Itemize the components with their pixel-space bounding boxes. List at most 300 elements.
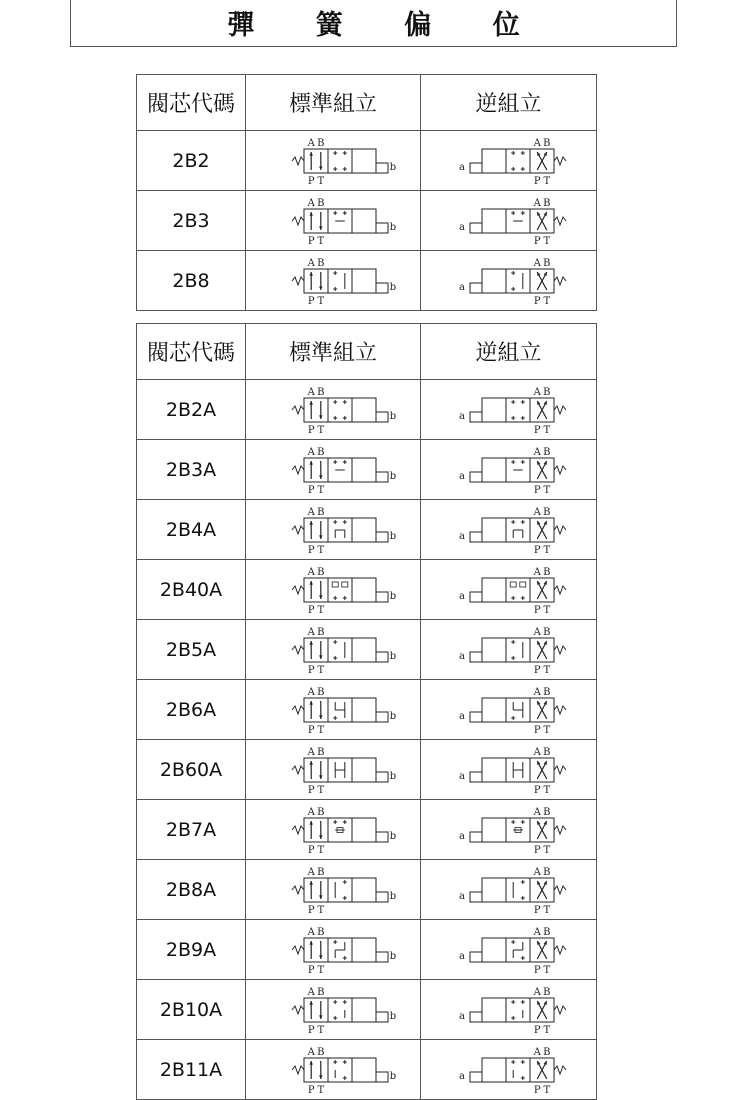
standard-symbol-cell: [246, 740, 421, 800]
valve-position-box: [328, 638, 352, 662]
solenoid-icon: [470, 163, 482, 173]
solenoid-icon: [470, 472, 482, 482]
solenoid-b-label: b: [389, 770, 397, 782]
port-t-label: T: [317, 235, 325, 247]
table-row: [137, 131, 597, 191]
port-a-label: A: [533, 686, 541, 698]
flow-arrowhead: [309, 401, 312, 405]
valve-position-box: [352, 758, 376, 782]
valve-position-box: [304, 458, 328, 482]
port-b-label: B: [317, 926, 325, 938]
port-b-label: B: [542, 506, 550, 518]
reverse-symbol-cell: [421, 620, 597, 680]
valve-symbol: [459, 1047, 566, 1096]
flow-arrowhead: [309, 152, 312, 156]
spring-icon: [292, 1006, 304, 1014]
flow-arrowhead: [319, 595, 322, 599]
valve-symbol: [459, 258, 566, 307]
reverse-assembly-symbol: [444, 384, 574, 436]
valve-position-box: [352, 149, 376, 173]
spool-code: 2B10A: [137, 980, 246, 1040]
port-t-label: T: [317, 604, 325, 616]
solenoid-b-label: b: [389, 161, 397, 173]
header-standard-assembly: 標準組立: [246, 75, 421, 131]
table-row: [137, 251, 597, 311]
valve-position-box: [506, 878, 530, 902]
spool-table-2: [136, 323, 597, 1100]
solenoid-icon: [376, 532, 388, 542]
port-t-label: T: [317, 175, 325, 187]
port-b-label: B: [317, 866, 325, 878]
flow-arrowhead: [309, 761, 312, 765]
solenoid-icon: [470, 952, 482, 962]
valve-position-box: [482, 818, 506, 842]
port-t-label: T: [317, 544, 325, 556]
port-a-label: A: [307, 926, 315, 938]
reverse-symbol-cell: [421, 860, 597, 920]
flow-arrowhead: [309, 581, 312, 585]
port-t-label: T: [317, 784, 325, 796]
reverse-assembly-symbol: [444, 744, 574, 796]
standard-assembly-symbol: [268, 135, 398, 187]
reverse-symbol-cell: [421, 980, 597, 1040]
valve-symbol: [292, 507, 396, 556]
solenoid-a-label: a: [458, 770, 465, 782]
spring-icon: [554, 826, 566, 834]
flow-arrowhead: [319, 895, 322, 899]
port-p-label: P: [533, 964, 541, 976]
valve-position-box: [304, 1058, 328, 1082]
spool-code: 2B40A: [137, 560, 246, 620]
valve-position-box: [506, 269, 530, 293]
flow-arrowhead: [309, 1061, 312, 1065]
spool-code: 2B3A: [137, 440, 246, 500]
solenoid-a-label: a: [458, 1010, 465, 1022]
port-b-label: B: [317, 986, 325, 998]
reverse-assembly-symbol: [444, 255, 574, 307]
valve-symbol: [292, 807, 396, 856]
valve-position-box: [328, 1058, 352, 1082]
port-t-label: T: [317, 964, 325, 976]
solenoid-icon: [376, 712, 388, 722]
spring-icon: [292, 946, 304, 954]
port-a-label: A: [533, 566, 541, 578]
port-b-label: B: [542, 866, 550, 878]
spring-icon: [292, 466, 304, 474]
port-b-label: B: [317, 506, 325, 518]
flow-arrowhead: [319, 166, 322, 170]
solenoid-a-label: a: [458, 161, 465, 173]
solenoid-icon: [376, 223, 388, 233]
solenoid-b-label: b: [389, 410, 397, 422]
port-a-label: A: [307, 1046, 315, 1058]
valve-position-box: [482, 458, 506, 482]
port-p-label: P: [307, 1024, 315, 1036]
port-a-label: A: [533, 446, 541, 458]
port-t-label: T: [542, 964, 550, 976]
port-a-label: A: [307, 866, 315, 878]
port-p-label: P: [307, 235, 315, 247]
port-b-label: B: [542, 926, 550, 938]
flow-arrowhead: [309, 521, 312, 525]
port-a-label: A: [307, 806, 315, 818]
flow-arrowhead: [319, 775, 322, 779]
valve-position-box: [482, 1058, 506, 1082]
port-t-label: T: [542, 904, 550, 916]
solenoid-icon: [470, 223, 482, 233]
port-b-label: B: [542, 626, 550, 638]
valve-symbol: [459, 387, 566, 436]
port-t-label: T: [542, 544, 550, 556]
table-row: [137, 560, 597, 620]
solenoid-icon: [470, 412, 482, 422]
spring-icon: [292, 766, 304, 774]
port-p-label: P: [533, 1024, 541, 1036]
spool-code: 2B2A: [137, 380, 246, 440]
standard-assembly-symbol: [268, 195, 398, 247]
port-p-label: P: [533, 1084, 541, 1096]
reverse-assembly-symbol: [444, 504, 574, 556]
valve-position-box: [506, 1058, 530, 1082]
port-p-label: P: [533, 904, 541, 916]
solenoid-icon: [470, 652, 482, 662]
flow-arrowhead: [319, 955, 322, 959]
valve-position-box: [352, 578, 376, 602]
valve-symbol: [459, 627, 566, 676]
port-b-label: B: [317, 386, 325, 398]
solenoid-icon: [470, 892, 482, 902]
standard-assembly-symbol: [268, 1044, 398, 1096]
port-t-label: T: [542, 664, 550, 676]
port-t-label: T: [317, 484, 325, 496]
solenoid-icon: [470, 772, 482, 782]
port-a-label: A: [307, 566, 315, 578]
standard-symbol-cell: [246, 1040, 421, 1100]
reverse-assembly-symbol: [444, 195, 574, 247]
valve-symbol: [292, 687, 396, 736]
spring-icon: [292, 646, 304, 654]
valve-position-box: [482, 698, 506, 722]
port-b-label: B: [542, 566, 550, 578]
page-title: 彈 簧 偏 位: [227, 9, 546, 41]
port-a-label: A: [533, 257, 541, 269]
orifice-mark: [510, 582, 516, 587]
solenoid-b-label: b: [389, 950, 397, 962]
spring-icon: [554, 217, 566, 225]
spring-icon: [554, 946, 566, 954]
table-row: [137, 680, 597, 740]
spool-code: 2B60A: [137, 740, 246, 800]
solenoid-icon: [376, 952, 388, 962]
standard-symbol-cell: [246, 620, 421, 680]
table-row: [137, 860, 597, 920]
solenoid-icon: [376, 472, 388, 482]
solenoid-b-label: b: [389, 221, 397, 233]
port-p-label: P: [307, 844, 315, 856]
reverse-assembly-symbol: [444, 864, 574, 916]
solenoid-icon: [470, 592, 482, 602]
port-t-label: T: [542, 1024, 550, 1036]
reverse-symbol-cell: [421, 500, 597, 560]
solenoid-b-label: b: [389, 470, 397, 482]
solenoid-b-label: b: [389, 830, 397, 842]
spring-icon: [554, 1066, 566, 1074]
spring-icon: [292, 157, 304, 165]
reverse-symbol-cell: [421, 380, 597, 440]
valve-symbol: [459, 687, 566, 736]
valve-position-box: [506, 578, 530, 602]
solenoid-b-label: b: [389, 590, 397, 602]
valve-position-box: [352, 698, 376, 722]
solenoid-a-label: a: [458, 221, 465, 233]
spool-code: 2B9A: [137, 920, 246, 980]
orifice-mark: [519, 582, 525, 587]
spool-code: 2B5A: [137, 620, 246, 680]
port-b-label: B: [317, 257, 325, 269]
port-t-label: T: [542, 424, 550, 436]
spring-icon: [554, 406, 566, 414]
reverse-assembly-symbol: [444, 924, 574, 976]
flow-arrowhead: [309, 821, 312, 825]
flow-arrowhead: [319, 415, 322, 419]
valve-position-box: [304, 638, 328, 662]
solenoid-icon: [470, 1072, 482, 1082]
standard-symbol-cell: [246, 251, 421, 311]
port-p-label: P: [533, 484, 541, 496]
valve-position-box: [482, 758, 506, 782]
valve-position-box: [304, 209, 328, 233]
title-box: [70, 0, 677, 47]
solenoid-b-label: b: [389, 890, 397, 902]
spring-icon: [554, 586, 566, 594]
table-row: [137, 920, 597, 980]
valve-position-box: [352, 269, 376, 293]
port-b-label: B: [542, 257, 550, 269]
standard-assembly-symbol: [268, 624, 398, 676]
header-spool-code: 閥芯代碼: [137, 75, 246, 131]
reverse-symbol-cell: [421, 191, 597, 251]
port-t-label: T: [542, 844, 550, 856]
solenoid-icon: [376, 772, 388, 782]
solenoid-icon: [470, 1012, 482, 1022]
spring-icon: [292, 217, 304, 225]
valve-position-box: [352, 518, 376, 542]
valve-position-box: [482, 578, 506, 602]
flow-arrowhead: [309, 1001, 312, 1005]
spool-code: 2B7A: [137, 800, 246, 860]
standard-symbol-cell: [246, 860, 421, 920]
reverse-symbol-cell: [421, 800, 597, 860]
reverse-assembly-symbol: [444, 804, 574, 856]
reverse-symbol-cell: [421, 440, 597, 500]
port-a-label: A: [307, 686, 315, 698]
table-row: [137, 440, 597, 500]
spring-icon: [554, 706, 566, 714]
flow-arrowhead: [319, 475, 322, 479]
port-t-label: T: [317, 295, 325, 307]
port-a-label: A: [533, 1046, 541, 1058]
solenoid-icon: [470, 712, 482, 722]
valve-symbol: [292, 138, 396, 187]
port-a-label: A: [307, 626, 315, 638]
port-t-label: T: [542, 175, 550, 187]
spool-table-1: [136, 74, 597, 311]
standard-assembly-symbol: [268, 984, 398, 1036]
valve-symbol: [459, 198, 566, 247]
spool-code: 2B3: [137, 191, 246, 251]
valve-symbol: [292, 1047, 396, 1096]
valve-position-box: [304, 758, 328, 782]
spool-code: 2B11A: [137, 1040, 246, 1100]
port-b-label: B: [317, 686, 325, 698]
orifice-mark: [332, 582, 338, 587]
table-row: [137, 380, 597, 440]
standard-assembly-symbol: [268, 384, 398, 436]
solenoid-a-label: a: [458, 890, 465, 902]
valve-position-box: [328, 998, 352, 1022]
table-header-row: [137, 75, 597, 131]
valve-symbol: [292, 198, 396, 247]
solenoid-icon: [376, 832, 388, 842]
table-row: [137, 800, 597, 860]
flow-arrowhead: [309, 641, 312, 645]
spring-icon: [292, 406, 304, 414]
valve-symbol: [459, 867, 566, 916]
port-p-label: P: [307, 904, 315, 916]
standard-assembly-symbol: [268, 804, 398, 856]
flow-arrowhead: [309, 461, 312, 465]
port-p-label: P: [533, 544, 541, 556]
port-a-label: A: [533, 866, 541, 878]
standard-symbol-cell: [246, 380, 421, 440]
solenoid-b-label: b: [389, 650, 397, 662]
port-p-label: P: [307, 544, 315, 556]
standard-symbol-cell: [246, 500, 421, 560]
orifice-mark: [342, 582, 348, 587]
flow-arrowhead: [319, 1015, 322, 1019]
port-b-label: B: [542, 197, 550, 209]
reverse-symbol-cell: [421, 680, 597, 740]
spring-icon: [292, 706, 304, 714]
valve-symbol: [292, 258, 396, 307]
port-t-label: T: [542, 604, 550, 616]
port-b-label: B: [542, 1046, 550, 1058]
solenoid-a-label: a: [458, 830, 465, 842]
spring-icon: [554, 886, 566, 894]
spring-icon: [554, 1006, 566, 1014]
standard-assembly-symbol: [268, 444, 398, 496]
valve-position-box: [482, 998, 506, 1022]
reverse-assembly-symbol: [444, 684, 574, 736]
spring-icon: [554, 157, 566, 165]
standard-symbol-cell: [246, 191, 421, 251]
port-b-label: B: [542, 806, 550, 818]
valve-position-box: [506, 998, 530, 1022]
port-t-label: T: [542, 724, 550, 736]
solenoid-a-label: a: [458, 1070, 465, 1082]
port-a-label: A: [533, 926, 541, 938]
port-p-label: P: [533, 844, 541, 856]
reverse-symbol-cell: [421, 560, 597, 620]
port-t-label: T: [317, 724, 325, 736]
valve-position-box: [482, 149, 506, 173]
valve-position-box: [506, 149, 530, 173]
port-a-label: A: [533, 506, 541, 518]
valve-position-box: [328, 578, 352, 602]
valve-position-box: [482, 518, 506, 542]
spring-icon: [554, 277, 566, 285]
valve-position-box: [482, 878, 506, 902]
solenoid-b-label: b: [389, 1010, 397, 1022]
port-b-label: B: [317, 626, 325, 638]
spool-code: 2B4A: [137, 500, 246, 560]
valve-position-box: [304, 938, 328, 962]
flow-arrowhead: [319, 715, 322, 719]
valve-position-box: [328, 149, 352, 173]
port-t-label: T: [542, 295, 550, 307]
port-b-label: B: [317, 566, 325, 578]
port-a-label: A: [307, 257, 315, 269]
valve-symbol: [459, 807, 566, 856]
port-p-label: P: [307, 1084, 315, 1096]
port-p-label: P: [307, 964, 315, 976]
standard-symbol-cell: [246, 800, 421, 860]
valve-position-box: [328, 878, 352, 902]
flow-arrowhead: [309, 272, 312, 276]
standard-symbol-cell: [246, 980, 421, 1040]
solenoid-a-label: a: [458, 530, 465, 542]
header-spool-code: 閥芯代碼: [137, 324, 246, 380]
valve-position-box: [304, 878, 328, 902]
port-b-label: B: [542, 686, 550, 698]
solenoid-icon: [376, 283, 388, 293]
valve-position-box: [352, 938, 376, 962]
reverse-assembly-symbol: [444, 984, 574, 1036]
port-p-label: P: [307, 784, 315, 796]
standard-assembly-symbol: [268, 744, 398, 796]
port-a-label: A: [307, 137, 315, 149]
solenoid-a-label: a: [458, 590, 465, 602]
table-row: [137, 500, 597, 560]
port-a-label: A: [307, 386, 315, 398]
valve-symbol: [459, 447, 566, 496]
standard-symbol-cell: [246, 920, 421, 980]
standard-assembly-symbol: [268, 504, 398, 556]
flow-arrowhead: [309, 212, 312, 216]
port-a-label: A: [533, 986, 541, 998]
port-b-label: B: [542, 746, 550, 758]
solenoid-icon: [470, 532, 482, 542]
spool-code: 2B2: [137, 131, 246, 191]
port-b-label: B: [542, 986, 550, 998]
port-p-label: P: [533, 424, 541, 436]
valve-position-box: [482, 209, 506, 233]
valve-position-box: [352, 638, 376, 662]
port-t-label: T: [542, 484, 550, 496]
port-p-label: P: [533, 604, 541, 616]
table-row: [137, 740, 597, 800]
valve-symbol: [292, 747, 396, 796]
reverse-assembly-symbol: [444, 444, 574, 496]
standard-assembly-symbol: [268, 924, 398, 976]
flow-arrowhead: [319, 226, 322, 230]
header-reverse-assembly: 逆組立: [421, 75, 597, 131]
table-row: [137, 1040, 597, 1100]
header-reverse-assembly: 逆組立: [421, 324, 597, 380]
valve-position-box: [304, 149, 328, 173]
valve-position-box: [482, 638, 506, 662]
port-b-label: B: [317, 1046, 325, 1058]
